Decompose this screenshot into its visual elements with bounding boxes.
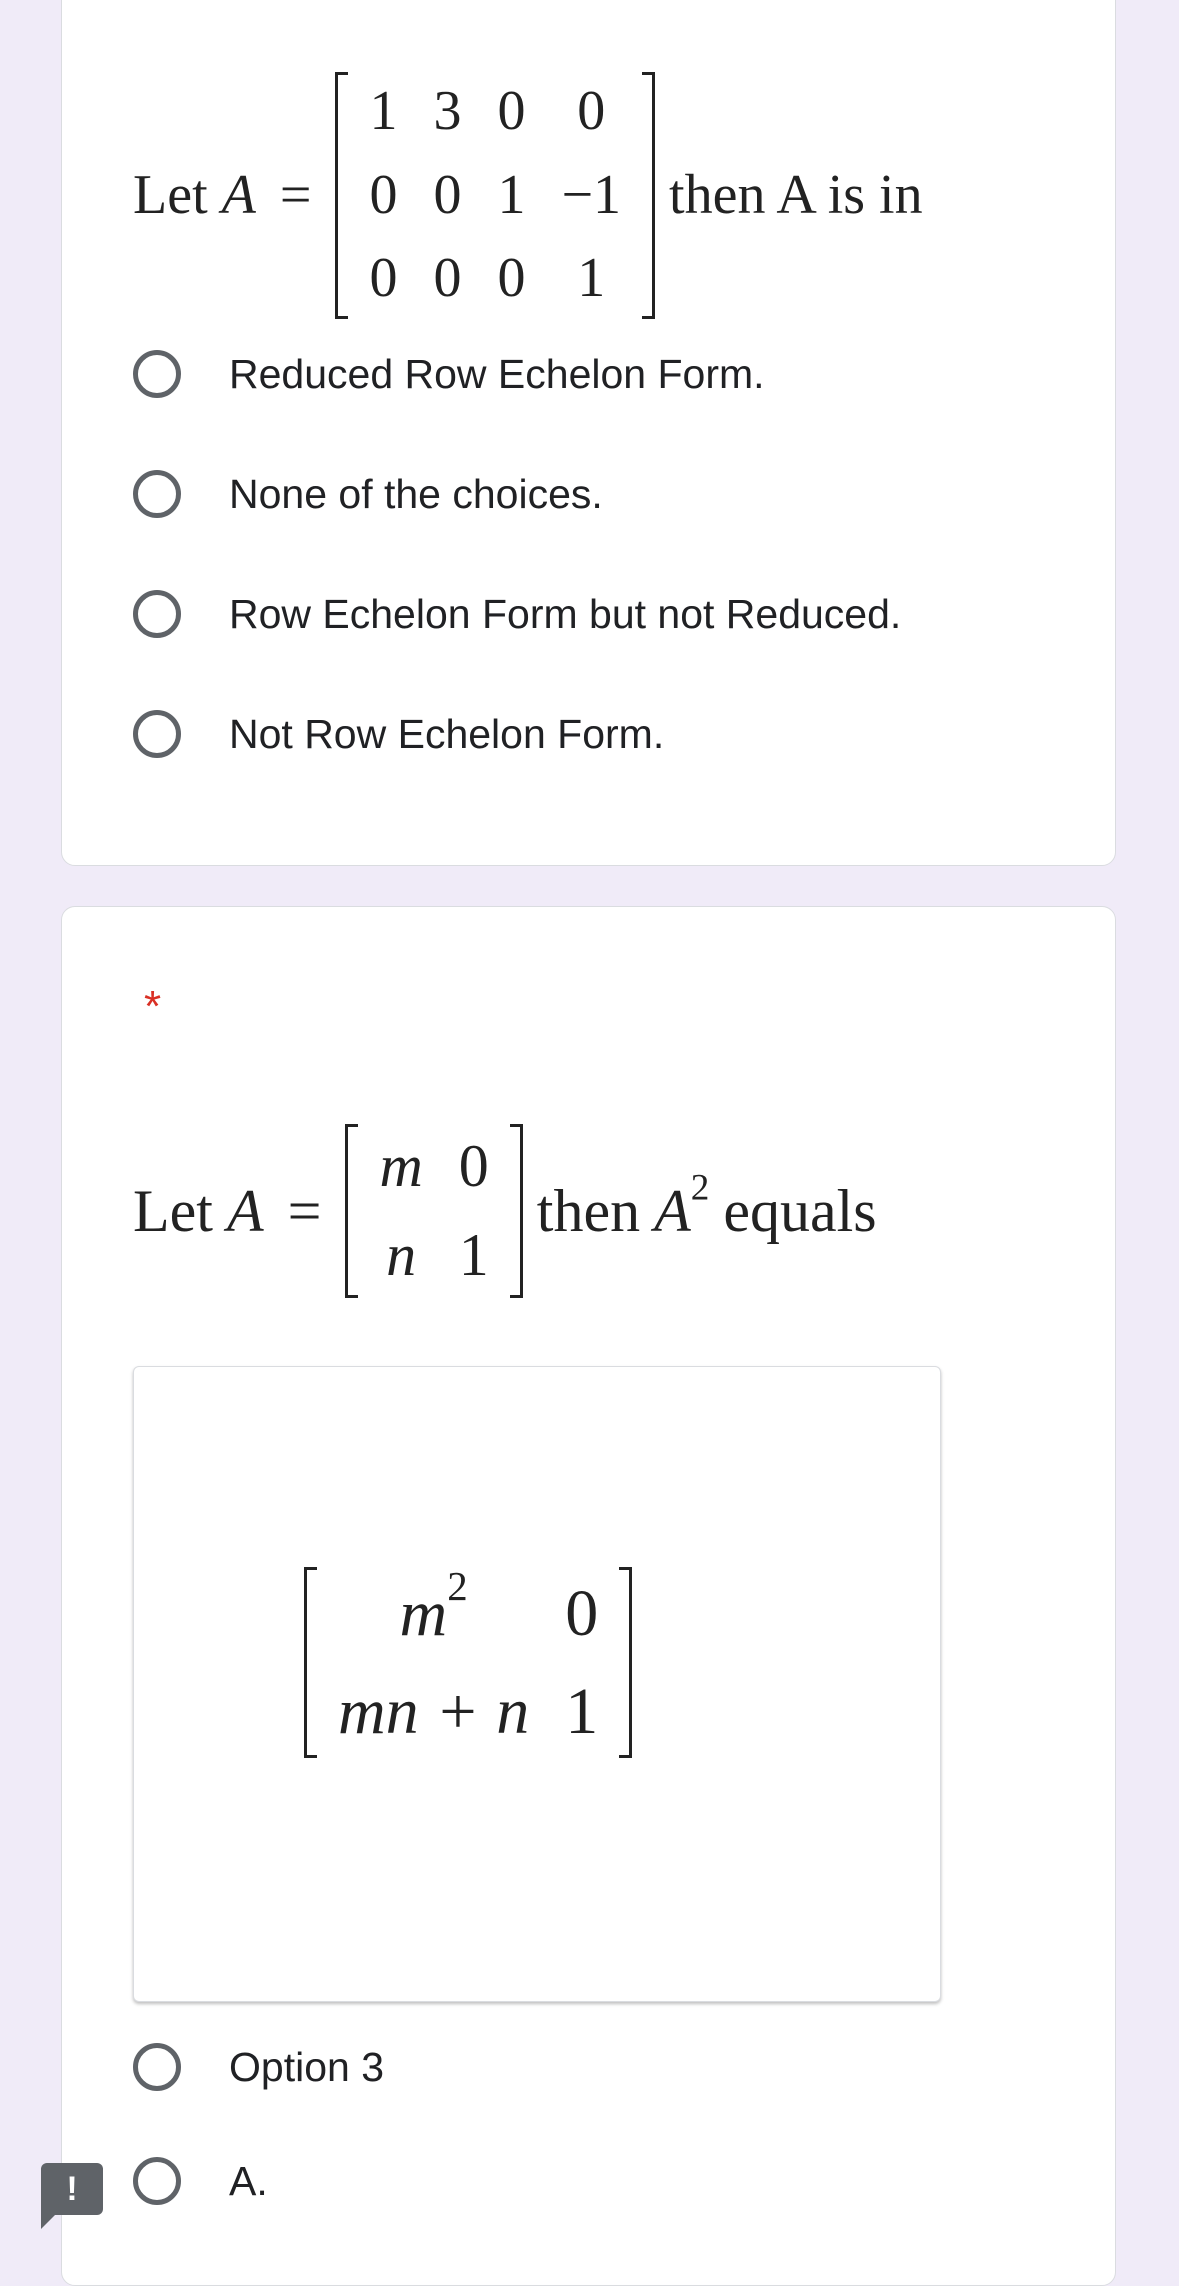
matrix-cell-exponent: 2 [447,1564,468,1610]
matrix-cell: m [379,1133,423,1199]
radio-button[interactable] [133,710,181,758]
matrix-cell: −1 [561,163,622,226]
option-label: None of the choices. [229,470,603,517]
question-1-prefix: Let [133,164,208,227]
report-problem-button[interactable] [41,2163,103,2215]
matrix-cell: 1 [458,1222,489,1289]
matrix-cell: 1 [565,1674,599,1748]
image-matrix [304,1565,632,1760]
question-2-title [133,1122,877,1300]
question-1-matrix [335,70,655,321]
question-1-variable: A [221,164,256,227]
question-2-prefix: Let [133,1177,213,1244]
question-1-equals: = [279,164,312,227]
radio-button[interactable] [133,2043,181,2091]
matrix-cell: 0 [369,247,398,310]
option-label: Reduced Row Echelon Form. [229,350,765,397]
question-1-suffix: then A is in [669,164,923,227]
question-2-suffix-text: then [536,1177,641,1244]
question-2-suffix-end: equals [723,1177,877,1244]
image-matrix-expression [304,1565,632,1760]
option-not-row-echelon[interactable] [133,703,664,765]
matrix-cell: 3 [433,80,462,142]
matrix-cell: 0 [577,80,606,142]
matrix-cell: 0 [433,247,462,310]
option-3[interactable] [133,2036,384,2098]
option-label: Option 3 [229,2043,384,2090]
question-2-equals: = [287,1177,322,1244]
matrix-cell: n [386,1222,417,1289]
radio-button[interactable] [133,350,181,398]
matrix-cell: 0 [497,80,526,142]
question-2-suffix-power [654,1167,710,1246]
option-label: A. [229,2157,268,2204]
option-row-echelon-not-reduced[interactable] [133,583,901,645]
matrix-cell: 0 [369,163,398,226]
suffix-variable: A [654,1177,691,1244]
radio-button[interactable] [133,2157,181,2205]
matrix-cell: 1 [497,163,526,226]
option-reduced-row-echelon[interactable] [133,343,765,405]
matrix-cell: 0 [497,247,526,310]
matrix-cell: 0 [565,1577,599,1650]
question-2-matrix [345,1122,522,1300]
option-a[interactable] [133,2150,268,2212]
matrix-cell: 1 [369,80,398,142]
option-label: Not Row Echelon Form. [229,710,665,757]
option-label: Row Echelon Form but not Reduced. [229,590,902,637]
matrix-cell [320,1565,547,1663]
question-2-image [133,1366,941,2002]
matrix-cell: mn + n [338,1674,530,1748]
suffix-exponent: 2 [690,1167,710,1209]
option-none-of-the-choices[interactable] [133,463,603,525]
matrix-cell-base: m [399,1577,448,1650]
exclamation-icon: ! [66,2169,78,2208]
required-asterisk: * [144,982,162,1031]
question-2-variable: A [226,1177,264,1244]
radio-button[interactable] [133,590,181,638]
radio-button[interactable] [133,470,181,518]
matrix-cell: 0 [458,1133,489,1199]
matrix-cell: 1 [577,247,606,310]
matrix-cell: 0 [433,163,462,226]
question-1-title [133,70,923,321]
